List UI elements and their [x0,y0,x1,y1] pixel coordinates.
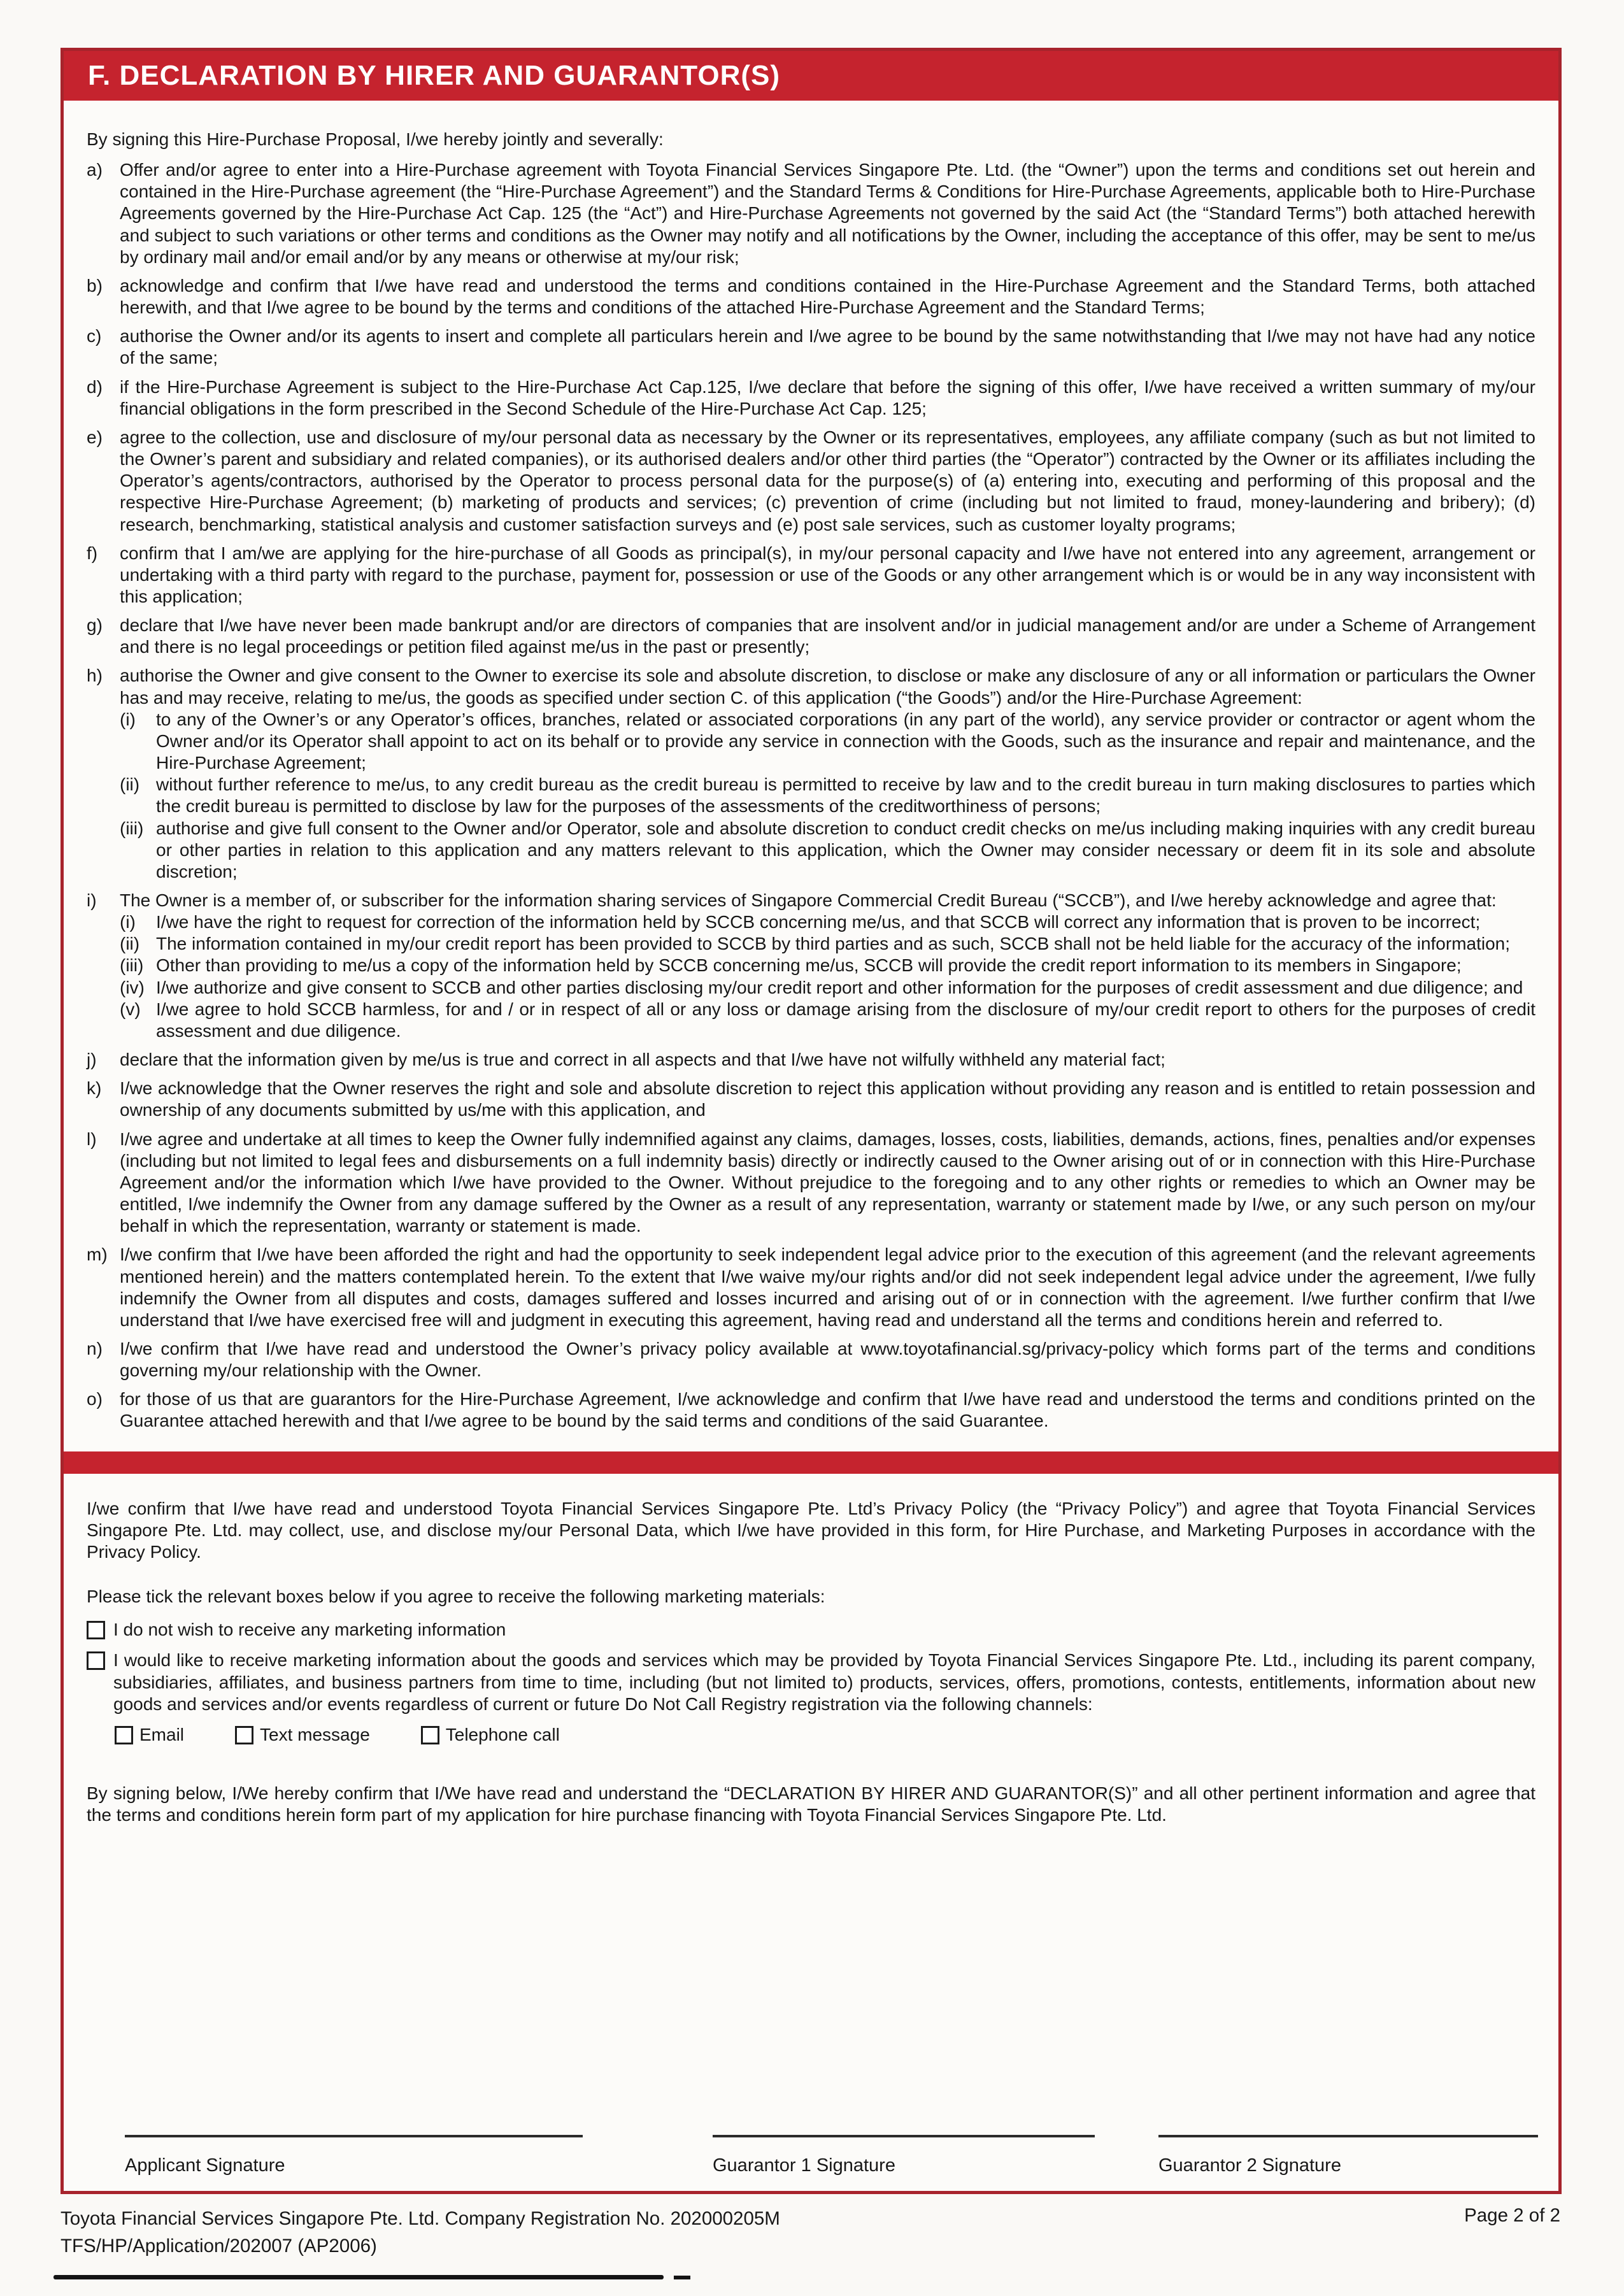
subitem [120,999,1535,1042]
subitem-text: authorise and give full consent to the Owner and/or Operator, sole and absolute discretion to conduct credit checks on me/us including making inquiries with any credit bureau or other parties in relation to this application and any matters relevant to this application, which the Owner may consider necessary or deem fit in its sole and absolute discretion; [156,818,1535,881]
declaration-item-c [87,325,1535,369]
item-text: I/we acknowledge that the Owner reserves the right and sole and absolute discretion to reject this application without providing any reason and is entitled to retain possession and ownership of any documents submitted by us/me with this application, and [120,1078,1535,1120]
applicant-signature-block [125,2135,583,2176]
item-text [120,890,1535,1042]
item-label: g) [87,615,103,636]
channel-telephone-call [421,1724,560,1746]
declaration-intro: By signing this Hire-Purchase Proposal, I/we hereby jointly and severally: [87,129,664,149]
item-label: j) [87,1050,97,1070]
item-label: k) [87,1078,102,1099]
subitem-label: (ii) [120,934,140,954]
declaration-item-n [87,1338,1535,1381]
item-text [120,665,1535,883]
channel-telephone-call-checkbox[interactable] [421,1726,439,1744]
marketing-optin-row [87,1650,1535,1715]
footer-page-number: Page 2 of 2 [1464,2205,1560,2226]
declaration-item-l [87,1129,1535,1237]
subitem-label: (v) [120,999,141,1019]
item-text: I/we agree and undertake at all times to keep the Owner fully indemnified against any claims, damages, losses, costs, liabilities, demands, actions, fines, penalties and/or expenses (including but not limited to legal fees and disbursements on a full indemnity basis) directly or indirectly caused to the Owner arising out of or in connection with this Hire-Purchase Agreement and/or the information which I/we have provided to the Owner. Without prejudice to the foregoing and to any other rights or remedies to which an Owner may be entitled, I/we indemnify the Owner from any damage suffered by the Owner as a result of any representation, warranty or statement made by I/we, or any such person on my/our behalf in which the representation, warranty or statement is made. [120,1129,1535,1236]
channel-telephone-call-label: Telephone call [445,1724,560,1744]
marketing-optout-row [87,1619,1535,1641]
declaration-item-f [87,543,1535,608]
declaration-item-d [87,376,1535,420]
privacy-confirmation-paragraph: I/we confirm that I/we have read and understood Toyota Financial Services Singapore Pte. Ltd’s Privacy Policy (the “Privacy Policy”) and agree that Toyota Financial Services Singapore Pte. Ltd. may collect, use, and disclose my/our Personal Data, which I/we have provided in this form, for Hire Purchase, and Marketing Purposes in accordance with the Privacy Policy. [87,1498,1535,1562]
declaration-item-h [87,665,1535,883]
guarantor1-signature-line[interactable] [713,2135,1095,2137]
subitem [120,955,1535,976]
subitem-text: I/we agree to hold SCCB harmless, for and / or in respect of all or any loss or damage arising from the disclosure of my/our credit report to others for the purposes of credit assessment and due diligence. [156,999,1535,1041]
channel-email [115,1724,184,1746]
optout-label: I do not wish to receive any marketing information [113,1620,506,1640]
section-title: F. DECLARATION BY HIRER AND GUARANTOR(S) [88,60,781,91]
footer-company-block [61,2205,780,2260]
item-text: agree to the collection, use and disclosure of my/our personal data as necessary by the Owner or its representatives, employees, any affiliate company (such as but not limited to the Owner’s parent and subsidiary and related companies), or its authorised dealers and/or other third parties (the “Operator”) contracted by the Owner or its affiliates including the Operator’s agents/contractors, authorised by the Operator to process personal data for the purpose(s) of (a) entering into, executing and performing of this proposal and the respective Hire-Purchase Agreement; (b) marketing of products and services; (c) prevention of crime (including but not limited to fraud, money-laundering and bribery); (d) research, benchmarking, statistical analysis and customer satisfaction surveys and (e) post sale services, such as customer loyalty programs; [120,427,1535,534]
declaration-content [64,101,1558,1826]
subitem-text: The information contained in my/our credit report has been provided to SCCB by third parties and as such, SCCB shall not be held liable for the accuracy of the information; [156,934,1511,954]
subitem-label: (ii) [120,774,140,795]
guarantor2-signature-block [1158,2135,1538,2176]
item-label: a) [87,160,103,180]
item-text: if the Hire-Purchase Agreement is subject to the Hire-Purchase Act Cap.125, I/we declare that before the signing of this offer, I/we have received a written summary of my/our financial obligations in the form prescribed in the Second Schedule of the Hire-Purchase Act Cap. 125; [120,376,1535,418]
subitem [120,911,1535,933]
item-label: n) [87,1338,103,1358]
optin-checkbox[interactable] [87,1651,105,1670]
channel-email-checkbox[interactable] [115,1726,133,1744]
item-label: h) [87,666,103,686]
subitem [120,818,1535,883]
item-label: f) [87,543,98,563]
optin-label: I would like to receive marketing information about the goods and services which may be provided by Toyota Financial Services Singapore Pte. Ltd., including its parent company, subsidiaries, affiliates, and business partners from time to time, including (but not limited to) products, services, offers, promotions, contests, entitlements, information about new goods and services and/or events regardless of current or future Do Not Call Registry registration via the following channels: [113,1650,1535,1714]
tick-instruction: Please tick the relevant boxes below if you agree to receive the following marketing materials: [87,1587,825,1607]
item-label: m) [87,1244,108,1265]
channel-text-message-label: Text message [260,1724,370,1744]
subitem-label: (i) [120,709,136,729]
footer-form-code: TFS/HP/Application/202007 (AP2006) [61,2235,377,2257]
item-text: I/we confirm that I/we have read and understood the Owner’s privacy policy available at www.toyotafinancial.sg/privacy-policy which forms part of the terms and conditions governing my/our relationship with the Owner. [120,1338,1535,1381]
guarantor1-signature-block [713,2135,1095,2176]
item-label: l) [87,1129,97,1149]
item-text: declare that I/we have never been made bankrupt and/or are directors of companies that are insolvent and/or in judicial management and/or are under a Scheme of Arrangement and there is no legal proceedings or petition filed against me/us in the past or presently; [120,615,1535,657]
guarantor2-signature-label: Guarantor 2 Signature [1158,2155,1341,2176]
item-text: I/we confirm that I/we have been afforded the right and had the opportunity to seek independent legal advice prior to the execution of this agreement (and the relevant agreements mentioned herein) and the matters contemplated herein. To the extent that I/we waive my/our rights and/or did not seek independent legal advice under the agreement, I/we fully indemnify the Owner from all disputes and costs, damages suffered and losses incurred and arising out of or in connection with the agreement. I/we further confirm that I/we understand that I/we have exercised free will and judgment in executing this agreement, having read and understand all the terms and conditions herein and referred to. [120,1244,1535,1330]
declaration-item-g [87,615,1535,658]
subitem [120,933,1535,955]
item-text: acknowledge and confirm that I/we have read and understood the terms and conditions contained in the Hire-Purchase Agreement and the Standard Terms, both attached herewith, and that I/we agree to be bound by the terms and conditions of the attached Hire-Purchase Agreement and the Standard Terms; [120,275,1535,318]
optout-checkbox[interactable] [87,1621,105,1639]
subitem-label: (iv) [120,977,145,997]
signing-statement: By signing below, I/We hereby confirm that I/We have read and understand the “DECLARATION BY HIRER AND GUARANTOR(S)” and all other pertinent information and agree that the terms and conditions herein form part of my application for hire purchase financing with Toyota Financial Services Singapore Pte. Ltd. [87,1783,1535,1825]
declaration-item-m [87,1244,1535,1331]
declaration-item-k [87,1078,1535,1121]
item-label: e) [87,427,103,447]
declaration-item-e [87,427,1535,536]
item-text-intro: authorise the Owner and give consent to the Owner to exercise its sole and absolute discretion, to disclose or make any disclosure of any or all information or particulars the Owner has and may receive, relating to me/us, the goods as specified under section C. of this application (“the Goods”) and/or the Hire-Purchase Agreement: [120,666,1535,708]
subitem-text: Other than providing to me/us a copy of the information held by SCCB concerning me/us, SCCB will provide the credit report information to its members in Singapore; [156,955,1462,976]
item-label: i) [87,890,97,910]
item-text: confirm that I am/we are applying for the hire-purchase of all Goods as principal(s), in my/our personal capacity and I/we have not entered into any agreement, arrangement or undertaking with a third party with regard to the purchase, payment for, possession or use of the Goods or any other arrangement which is or would be in any way inconsistent with this application; [120,543,1535,606]
subitem-label: (iii) [120,818,144,838]
subitem-label: (iii) [120,955,144,976]
item-text: Offer and/or agree to enter into a Hire-Purchase agreement with Toyota Financial Services Singapore Pte. Ltd. (the “Owner”) upon the terms and conditions set out herein and contained in the Hire-Purchase agreement (the “Hire-Purchase Agreement”) and the Standard Terms & Conditions for Hire-Purchase Agreements, applicable both to Hire-Purchase Agreements governed by the Hire-Purchase Act Cap. 125 (the “Act”) and Hire-Purchase Agreements not governed by the said Act (the “Standard Terms”) both attached herewith and subject to such variations or other terms and conditions as the Owner may notify and all notifications by the Owner, including the acceptance of this offer, may be sent to me/us by ordinary mail and/or email and/or by any means or otherwise at my/our risk; [120,160,1535,267]
item-text: for those of us that are guarantors for the Hire-Purchase Agreement, I/we acknowledge and confirm that I/we have read and understood the terms and conditions printed on the Guarantee attached herewith and that I/we agree to be bound by the said terms and conditions of the said Guarantee. [120,1389,1535,1431]
channel-text-message-checkbox[interactable] [235,1726,253,1744]
channel-text-message [235,1724,370,1746]
subitem-label: (i) [120,912,136,932]
footer-company-line: Toyota Financial Services Singapore Pte. Ltd. Company Registration No. 202000205M [61,2208,780,2229]
guarantor1-signature-label: Guarantor 1 Signature [713,2155,895,2176]
scan-artifact-line [53,2275,664,2279]
subitem [120,977,1535,999]
applicant-signature-line[interactable] [125,2135,583,2137]
declaration-document-box [61,48,1562,2194]
item-label: o) [87,1389,103,1409]
subitem [120,774,1535,817]
subitem-text: without further reference to me/us, to any credit bureau as the credit bureau is permitted to receive by law and to the credit bureau in turn making disclosures to parties which the credit bureau is permitted to disclose by law for the purposes of the assessments of the creditworthiness of persons; [156,774,1535,816]
section-divider [64,1451,1558,1474]
item-text: authorise the Owner and/or its agents to insert and complete all particulars herein and I/we agree to be bound by the same notwithstanding that I/we may not have had any notice of the same; [120,326,1535,368]
scan-artifact-dash [674,2276,690,2279]
subitem-text: I/we have the right to request for correction of the information held by SCCB concerning me/us, and that SCCB will correct any information that is proven to be incorrect; [156,912,1481,932]
item-label: c) [87,326,102,346]
declaration-item-j [87,1049,1535,1071]
item-text-intro: The Owner is a member of, or subscriber for the information sharing services of Singapore Commercial Credit Bureau (“SCCB”), and I/we hereby acknowledge and agree that: [120,890,1497,910]
declaration-item-a [87,159,1535,268]
section-banner [64,51,1558,101]
declaration-list [87,159,1535,1432]
item-label: d) [87,376,103,397]
channel-email-label: Email [139,1724,185,1744]
subitem-text: to any of the Owner’s or any Operator’s offices, branches, related or associated corporations (in any part of the world), any service provider or contractor or agent whom the Owner and/or its Operator shall appoint to act on its behalf or to provide any service in connection with the Goods, such as the insurance and repair and maintenance, and the Hire-Purchase Agreement; [156,709,1535,773]
item-text: declare that the information given by me/us is true and correct in all aspects and that I/we have not wilfully withheld any material fact; [120,1050,1165,1070]
marketing-channels-row [115,1724,1535,1746]
declaration-item-i [87,890,1535,1042]
subitem [120,709,1535,774]
item-label: b) [87,275,103,296]
declaration-item-b [87,275,1535,318]
guarantor2-signature-line[interactable] [1158,2135,1538,2137]
subitem-text: I/we authorize and give consent to SCCB and other parties disclosing my/our credit report and other information for the purposes of credit assessment and due diligence; and [156,977,1523,997]
applicant-signature-label: Applicant Signature [125,2155,285,2176]
declaration-item-o [87,1388,1535,1432]
